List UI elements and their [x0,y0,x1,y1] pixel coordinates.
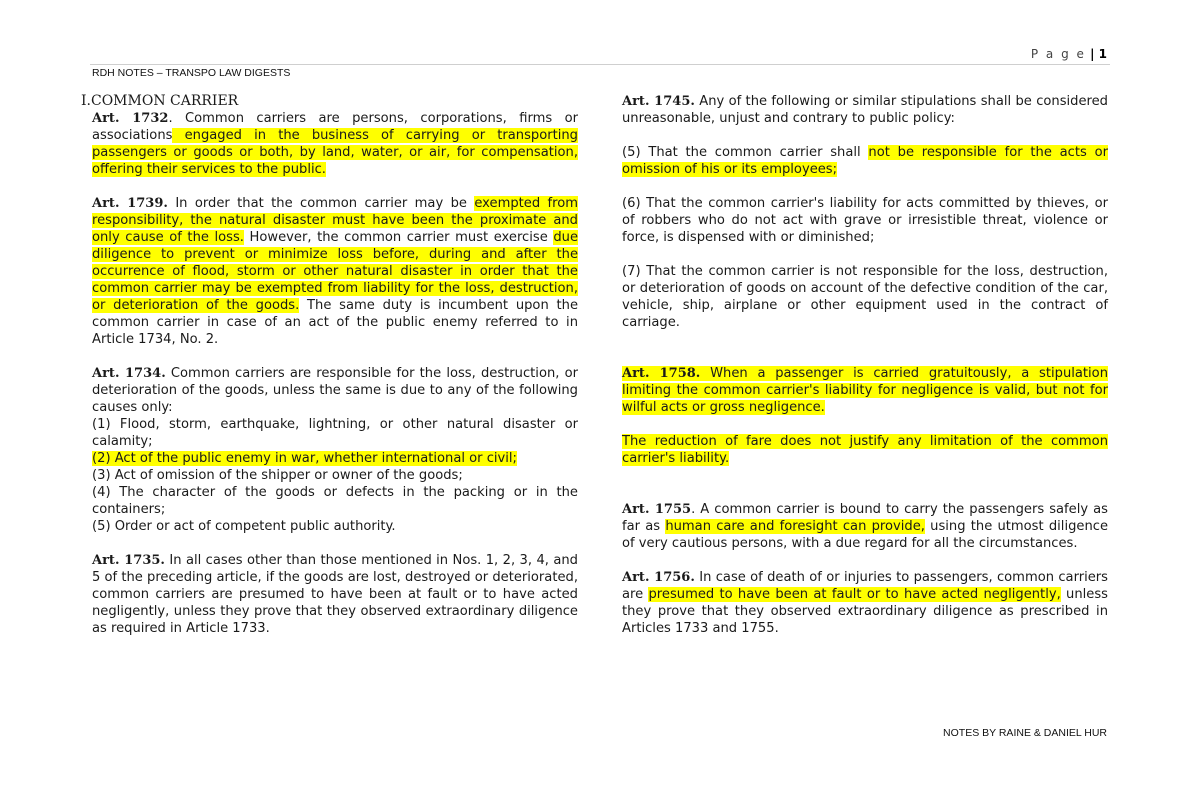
list-item: (1) Flood, storm, earthquake, lightning, or other natural disaster or calamity; [92,417,578,449]
list-item: (3) Act of omission of the shipper or owner of the goods; [92,468,463,483]
highlighted-text: due diligence to prevent or minimize loss before, during and after the occurrence of flood, storm or other natural disaster in order that the common carrier may be exempted from liability for the loss, destruction, or deterioration of the goods. [92,230,578,313]
highlighted-text: not be responsible for the acts or omission of his or its employees; [622,145,1108,177]
spacer [622,484,1108,501]
article-1735 [92,552,578,637]
article-1758 [622,365,1108,416]
list-item: (5) Order or act of competent public authority. [92,519,396,534]
article-1734 [92,365,578,416]
left-column [81,93,579,654]
highlighted-text: engaged in the business of carrying or transporting passengers or goods or both, by land, water, or air, for compensation, offering their services to the public. [92,128,578,177]
header-rule [90,64,1110,65]
article-text: Common carriers are responsible for the loss, destruction, or deterioration of the goods, unless the same is due to any of the following causes only: [92,366,578,415]
article-number: Art. 1739. [92,196,168,211]
section-heading: I.COMMON CARRIER [81,93,239,109]
article-text: using the utmost diligence of very cautious persons, with a due regard for all the circumstances. [622,519,1109,551]
highlighted-text: (2) Act of the public enemy in war, whether international or civil; [92,451,517,466]
list-item: (4) The character of the goods or defects in the packing or in the containers; [92,485,578,517]
highlighted-text: When a passenger is carried gratuitously, a stipulation limiting the common carrier's liability for negligence is valid, but not for wilful acts or gross negligence. [622,366,1108,415]
fare-reduction-note [622,433,1108,467]
highlighted-text: human care and foresight can provide, [665,519,925,534]
article-text: Any of the following or similar stipulations shall be considered unreasonable, unjust and contrary to public policy: [622,94,1108,126]
article-number: Art. 1756. [622,570,695,585]
page-number-value: 1 [1098,47,1107,61]
stipulation-text: (5) That the common carrier shall [622,145,869,160]
article-text: In all cases other than those mentioned in Nos. 1, 2, 3, 4, and 5 of the preceding article, if the goods are lost, destroyed or deteriorated, common carriers are presumed to have been at fault or to have acted negligently, unless they prove that they observed extraordinary diligence as required in Article 1733. [92,553,578,636]
article-text: . Common carriers are persons, corporations, firms or associations [92,111,578,143]
header-title: RDH NOTES – TRANSPO LAW DIGESTS [92,67,291,79]
article-text: . A common carrier is bound to carry the passengers safely as far as [622,502,1108,534]
stipulation-5 [622,144,1108,178]
article-number: Art. 1758. [622,366,701,381]
stipulation-6: (6) That the common carrier's liability for acts committed by thieves, or of robbers who do not act with grave or irresistible threat, violence or force, is dispensed with or diminished; [622,196,1108,245]
highlighted-text: The reduction of fare does not justify any limitation of the common carrier's liability. [622,434,1108,466]
highlighted-text: presumed to have been at fault or to have acted negligently, [648,587,1061,602]
article-1732 [92,110,578,178]
right-column [622,93,1108,654]
article-text: In case of death of or injuries to passengers, common carriers are [622,570,1108,602]
list-item [92,450,578,467]
stipulation-7: (7) That the common carrier is not responsible for the loss, destruction, or deterioration of goods on account of the defective condition of the car, vehicle, ship, airplane or other equipment used in the contract of carriage. [622,264,1108,330]
article-number: Art. 1732 [92,111,169,126]
footer-note: NOTES BY RAINE & DANIEL HUR [943,727,1107,739]
spacer [92,535,578,552]
article-text: unless they prove that they observed extraordinary diligence as prescribed in Articles 1733 and 1755. [622,587,1108,636]
page-number [1031,47,1107,61]
article-text: However, the common carrier must exercise [243,230,554,245]
article-1755 [622,501,1108,552]
article-number: Art. 1735. [92,553,165,568]
article-1756 [622,569,1108,637]
page-label: P a g e [1030,47,1086,61]
highlighted-text: exempted from responsibility, the natural disaster must have been the proximate and only cause of the loss. [92,196,578,245]
article-text: In order that the common carrier may be [167,196,475,211]
article-1745 [622,93,1108,127]
article-1739 [92,195,578,348]
page-separator: | [1085,47,1099,61]
article-number: Art. 1755 [622,502,692,517]
article-number: Art. 1734. [92,366,166,381]
spacer [622,348,1108,365]
article-text: The same duty is incumbent upon the common carrier in case of an act of the public enemy referred to in Article 1734, No. 2. [92,298,579,347]
article-number: Art. 1745. [622,94,695,109]
